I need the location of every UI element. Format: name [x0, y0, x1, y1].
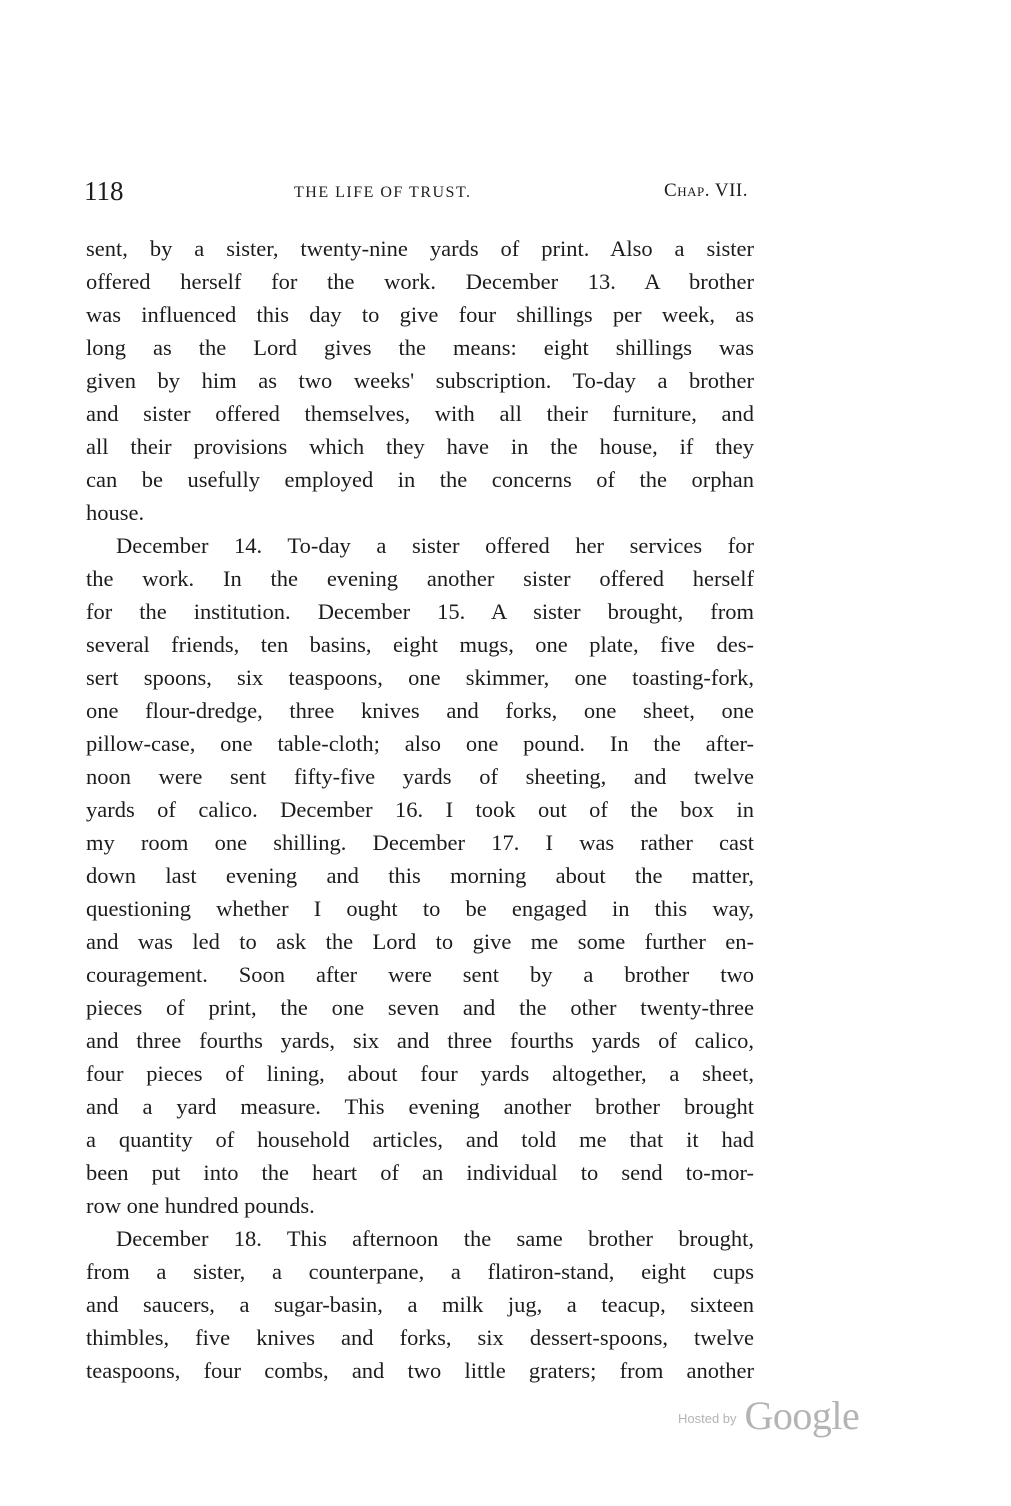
text-line: yards of calico. December 16. I took out of the box in	[86, 797, 754, 822]
text-line: down last evening and this morning about the matter,	[86, 863, 754, 888]
watermark-prefix: Hosted by	[678, 1411, 737, 1426]
body-text	[86, 232, 754, 1387]
text-line: for the institution. December 15. A sister brought, from	[86, 599, 754, 624]
text-line: thimbles, five knives and forks, six dessert-spoons, twelve	[86, 1325, 754, 1350]
book-title: THE LIFE OF TRUST.	[294, 184, 472, 201]
page-number: 118	[84, 176, 124, 206]
google-logo-text: Google	[744, 1393, 860, 1438]
text-line: the work. In the evening another sister offered herself	[86, 566, 754, 591]
text-line: and sister offered themselves, with all their furniture, and	[86, 401, 754, 426]
chapter-label: Chap. VII.	[664, 180, 748, 201]
text-line: teaspoons, four combs, and two little graters; from another	[86, 1358, 754, 1383]
text-line: from a sister, a counterpane, a flatiron-stand, eight cups	[86, 1259, 754, 1284]
text-line: and three fourths yards, six and three fourths yards of calico,	[86, 1028, 754, 1053]
text-line: my room one shilling. December 17. I was rather cast	[86, 830, 754, 855]
text-line: questioning whether I ought to be engaged in this way,	[86, 896, 754, 921]
running-head	[84, 173, 748, 209]
text-line: sent, by a sister, twenty-nine yards of print. Also a sister	[86, 236, 754, 261]
text-line: was influenced this day to give four shillings per week, as	[86, 302, 754, 327]
text-line: December 18. This afternoon the same brother brought,	[116, 1226, 754, 1251]
text-line: a quantity of household articles, and told me that it had	[86, 1127, 754, 1152]
text-line: pieces of print, the one seven and the other twenty-three	[86, 995, 754, 1020]
text-line: and a yard measure. This evening another brother brought	[86, 1094, 754, 1119]
text-line: given by him as two weeks' subscription. To-day a brother	[86, 368, 754, 393]
text-line: couragement. Soon after were sent by a brother two	[86, 962, 754, 987]
text-line: one flour-dredge, three knives and forks, one sheet, one	[86, 698, 754, 723]
text-line: been put into the heart of an individual to send to-mor-	[86, 1160, 754, 1185]
hosted-by-google-watermark	[678, 1392, 859, 1440]
text-line: can be usefully employed in the concerns of the orphan	[86, 467, 754, 492]
text-line: and saucers, a sugar-basin, a milk jug, a teacup, sixteen	[86, 1292, 754, 1317]
text-line: house.	[86, 500, 145, 525]
text-line: several friends, ten basins, eight mugs, one plate, five des-	[86, 632, 754, 657]
text-line: December 14. To-day a sister offered her services for	[116, 533, 754, 558]
text-line: four pieces of lining, about four yards altogether, a sheet,	[86, 1061, 754, 1086]
text-line: long as the Lord gives the means: eight shillings was	[86, 335, 754, 360]
text-line: noon were sent fifty-five yards of sheeting, and twelve	[86, 764, 754, 789]
text-line: all their provisions which they have in the house, if they	[86, 434, 754, 459]
text-line: and was led to ask the Lord to give me some further en-	[86, 929, 754, 954]
text-line: sert spoons, six teaspoons, one skimmer, one toasting-fork,	[86, 665, 754, 690]
text-line: offered herself for the work. December 13. A brother	[86, 269, 754, 294]
text-line: pillow-case, one table-cloth; also one pound. In the after-	[86, 731, 754, 756]
text-line: row one hundred pounds.	[86, 1193, 315, 1218]
